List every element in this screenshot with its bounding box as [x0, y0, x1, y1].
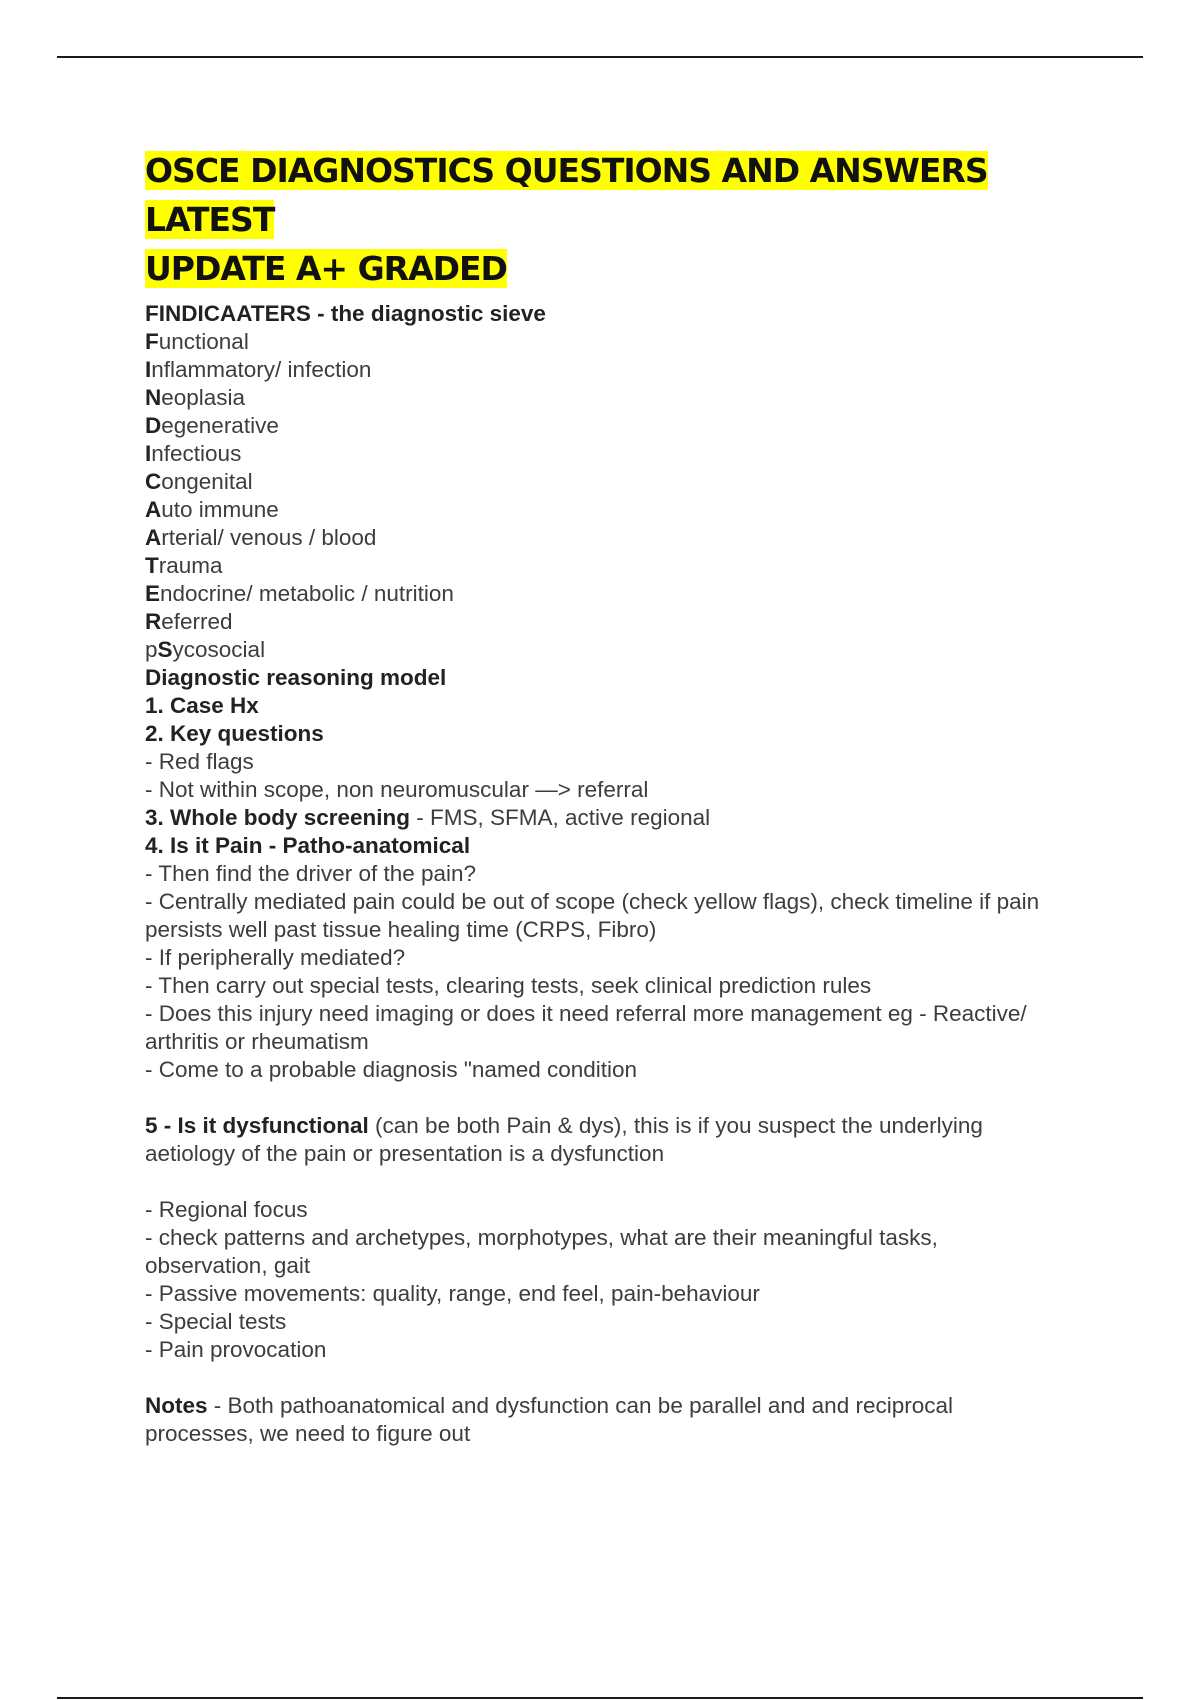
sieve-item: Inflammatory/ infection: [145, 357, 372, 382]
title-line-2: UPDATE A+ GRADED: [145, 249, 507, 288]
list-item: - If peripherally mediated?: [145, 945, 406, 970]
sieve-item: Referred: [145, 609, 233, 634]
list-item: - Come to a probable diagnosis "named condition: [145, 1057, 638, 1082]
step-2: 2. Key questions: [145, 721, 324, 746]
title-line-1: OSCE DIAGNOSTICS QUESTIONS AND ANSWERS LATEST: [145, 151, 988, 239]
sieve-item: pSycosocial: [145, 637, 266, 662]
sieve-item: Functional: [145, 329, 249, 354]
sieve-item: Arterial/ venous / blood: [145, 525, 377, 550]
step-1: 1. Case Hx: [145, 693, 259, 718]
sieve-item: Neoplasia: [145, 385, 246, 410]
step-4: 4. Is it Pain - Patho-anatomical: [145, 833, 471, 858]
step-5: 5 - Is it dysfunctional (can be both Pain & dys), this is if you suspect the underlying aetiology of the pain or presentation is a dysfunction: [145, 1113, 983, 1166]
sieve-item: Degenerative: [145, 413, 279, 438]
footer-rule: [57, 1697, 1143, 1699]
header-rule: [57, 56, 1143, 58]
list-item: - Regional focus: [145, 1197, 308, 1222]
list-item: - Centrally mediated pain could be out of scope (check yellow flags), check timeline if pain persists well past tissue healing time (CRPS, Fibro): [145, 889, 1040, 942]
sieve-item: Endocrine/ metabolic / nutrition: [145, 581, 454, 606]
list-item: - Special tests: [145, 1309, 287, 1334]
sieve-item: Congenital: [145, 469, 253, 494]
list-item: - Then find the driver of the pain?: [145, 861, 477, 886]
list-item: - Passive movements: quality, range, end feel, pain-behaviour: [145, 1281, 760, 1306]
list-item: - Pain provocation: [145, 1337, 327, 1362]
document-title: [145, 146, 1085, 293]
list-item: - Does this injury need imaging or does it need referral more management eg - Reactive/ arthritis or rheumatism: [145, 1001, 1027, 1054]
list-item: - check patterns and archetypes, morphotypes, what are their meaningful tasks, observation, gait: [145, 1225, 938, 1278]
sieve-list: [145, 328, 1065, 664]
list-item: - Not within scope, non neuromuscular —> referral: [145, 777, 649, 802]
notes: Notes - Both pathoanatomical and dysfunction can be parallel and and reciprocal processes, we need to figure out: [145, 1393, 953, 1446]
list-item: - Red flags: [145, 749, 254, 774]
findicaaters-heading: FINDICAATERS - the diagnostic sieve: [145, 301, 546, 326]
step-3: 3. Whole body screening - FMS, SFMA, active regional: [145, 805, 711, 830]
sieve-item: Trauma: [145, 553, 223, 578]
list-item: - Then carry out special tests, clearing tests, seek clinical prediction rules: [145, 973, 872, 998]
sieve-item: Infectious: [145, 441, 242, 466]
sieve-item: Auto immune: [145, 497, 279, 522]
document-body: [145, 300, 1065, 1448]
model-heading: Diagnostic reasoning model: [145, 665, 447, 690]
